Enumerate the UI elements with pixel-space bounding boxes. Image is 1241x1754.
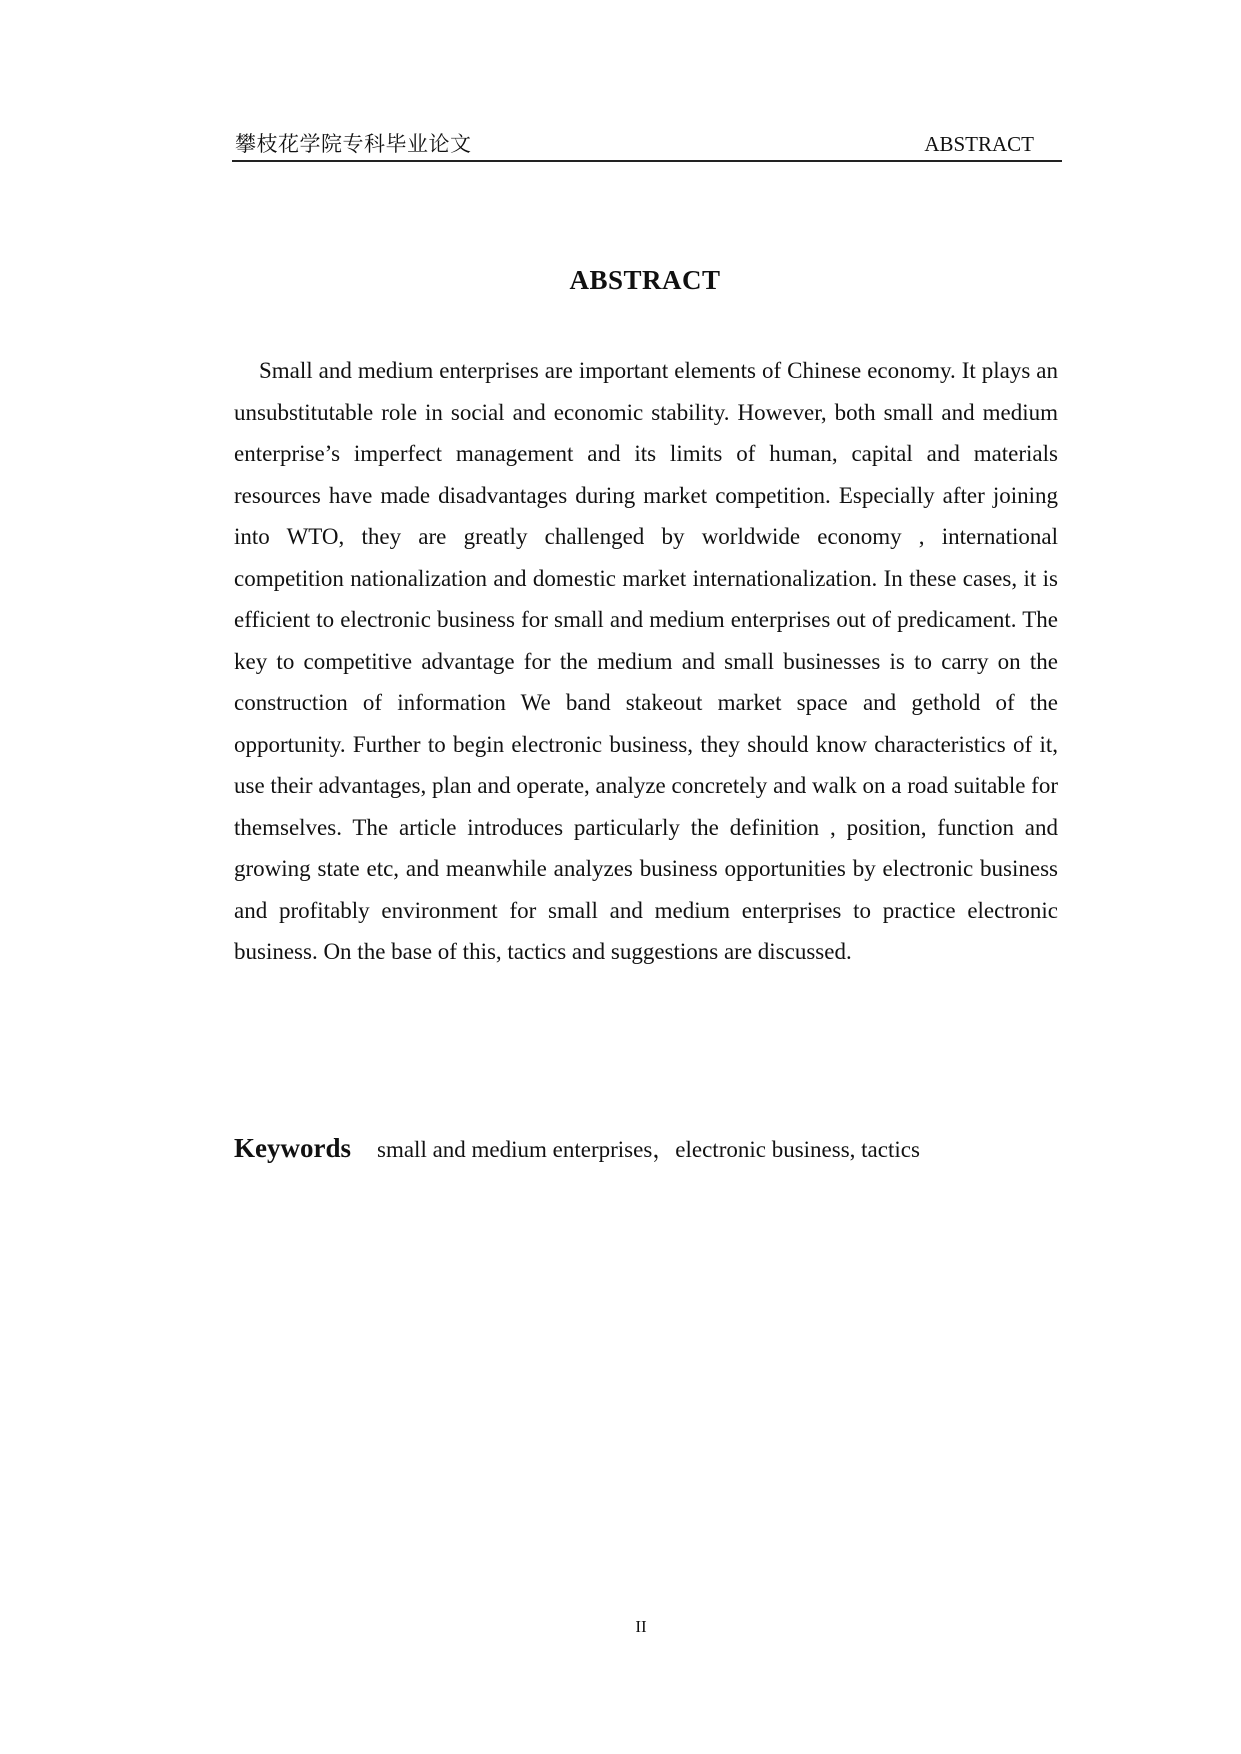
keywords-text: small and medium enterprises，electronic business, tactics xyxy=(377,1137,920,1162)
header-thesis-title: 攀枝花学院专科毕业论文 xyxy=(235,132,472,156)
abstract-paragraph: Small and medium enterprises are important elements of Chinese economy. It plays an unsubstitutable role in social and economic stability. However, both small and medium enterprise’s imperfect management and its limits of human, capital and materials resources have made disadvantages during market competition. Especially after joining into WTO, they are greatly challenged by worldwide economy , international competition nationalization and domestic market internationalization. In these cases, it is efficient to electronic business for small and medium enterprises out of predicament. The key to competitive advantage for the medium and small businesses is to carry on the construction of information We band stakeout market space and gethold of the opportunity. Further to begin electronic business, they should know characteristics of it, use their advantages, plan and operate, analyze concretely and walk on a road suitable for themselves. The article introduces particularly the definition , position, function and growing state etc, and meanwhile analyzes business opportunities by electronic business and profitably environment for small and medium enterprises to practice electronic business. On the base of this, tactics and suggestions are discussed. xyxy=(234,358,1058,964)
header-section-title: ABSTRACT xyxy=(924,132,1034,156)
keywords-line xyxy=(234,1128,1064,1173)
page-header xyxy=(232,130,1062,162)
keywords-label: Keywords xyxy=(234,1133,351,1163)
page-number: II xyxy=(635,1617,647,1636)
abstract-heading: ABSTRACT xyxy=(569,265,721,295)
